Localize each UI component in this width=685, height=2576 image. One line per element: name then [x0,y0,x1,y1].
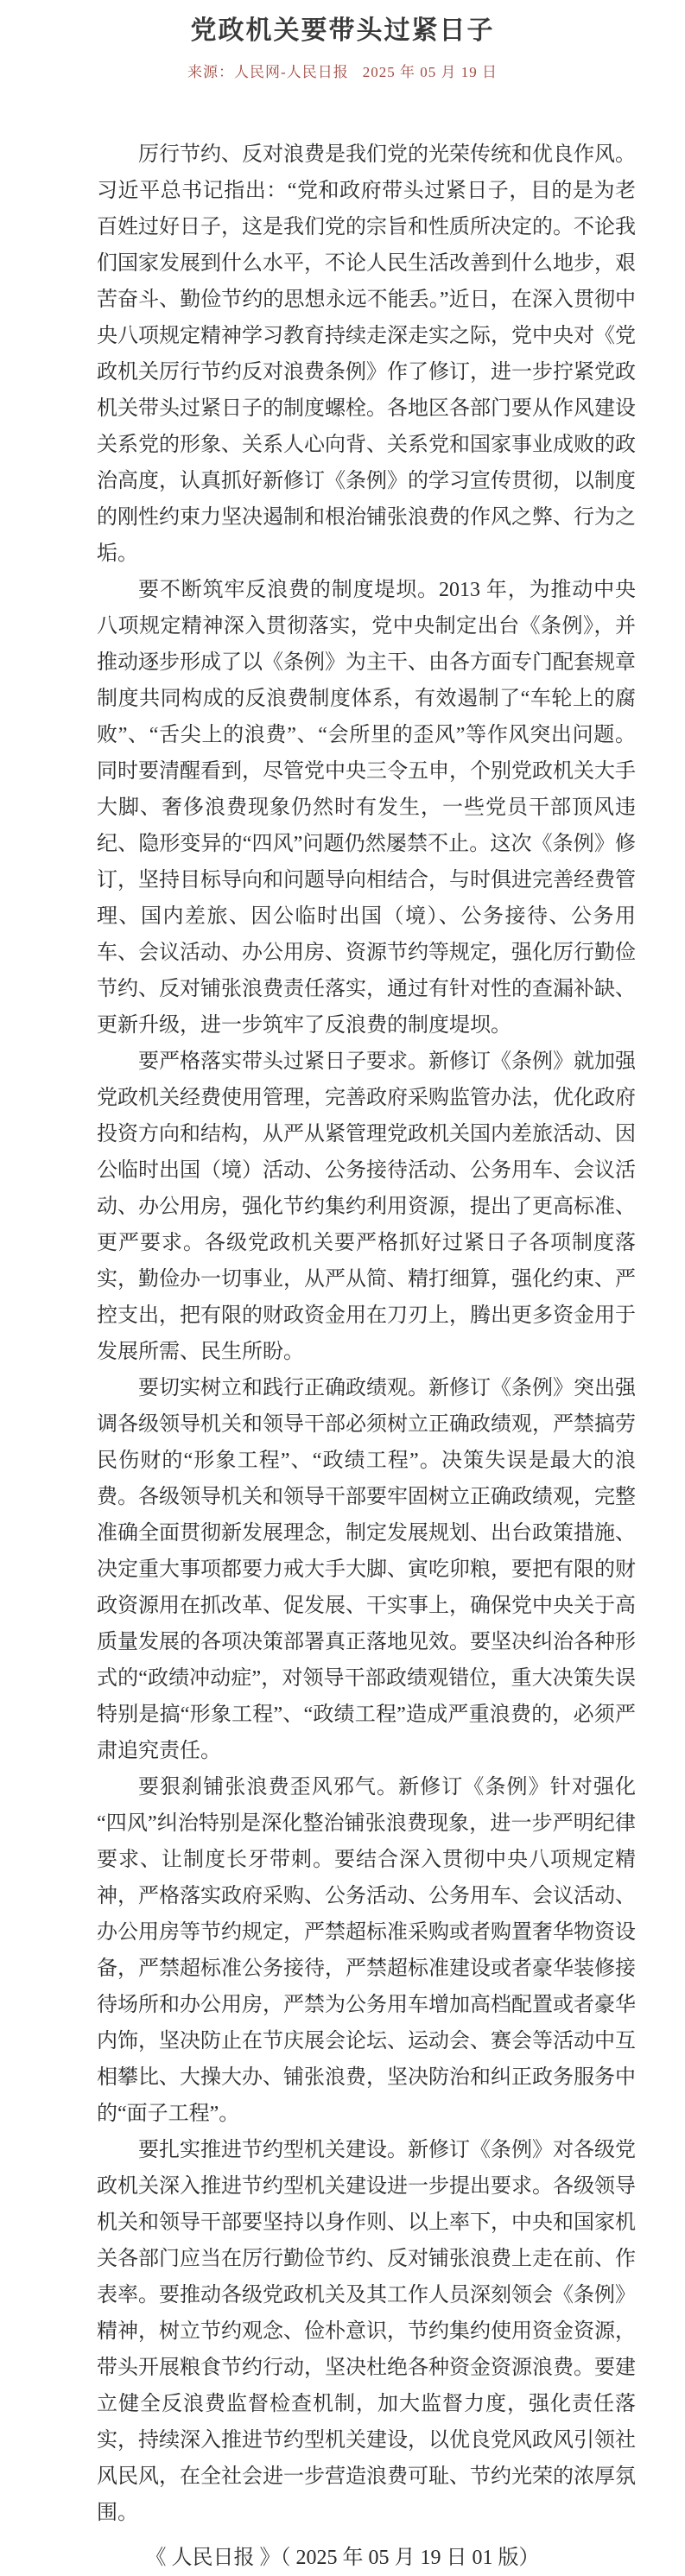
footer-citation: 《 人民日报 》（ 2025 年 05 月 19 日 01 版） [145,2547,540,2569]
article-paragraph: 要严格落实带头过紧日子要求。新修订《条例》就加强党政机关经费使用管理，完善政府采购监管办法，优化政府投资方向和结构，从严从紧管理党政机关国内差旅活动、因公临时出国（境）活动、公务接待活动、公务用车、会议活动、办公用房，强化节约集约利用资源，提出了更高标准、更严要求。各级党政机关要严格抓好过紧日子各项制度落实，勤俭办一切事业，从严从简、精打细算，强化约束、严控支出，把有限的财政资金用在刀刃上，腾出更多资金用于发展所需、民生所盼。 [97,1050,636,1363]
article-body [97,136,636,2531]
article-paragraph: 要切实树立和践行正确政绩观。新修订《条例》突出强调各级领导机关和领导干部必须树立正确政绩观，严禁搞劳民伤财的“形象工程”、“政绩工程”。决策失误是最大的浪费。各级领导机关和领导干部要牢固树立正确政绩观，完整准确全面贯彻新发展理念，制定发展规划、出台政策措施、决定重大事项都要力戒大手大脚、寅吃卯粮，要把有限的财政资源用在抓改革、促发展、干实事上，确保党中央关于高质量发展的各项决策部署真正落地见效。要坚决纠治各种形式的“政绩冲动症”，对领导干部政绩观错位，重大决策失误特别是搞“形象工程”、“政绩工程”造成严重浪费的，必须严肃追究责任。 [97,1377,636,1762]
article-paragraph: 要狠刹铺张浪费歪风邪气。新修订《条例》针对强化“四风”纠治特别是深化整治铺张浪费现象，进一步严明纪律要求、让制度长牙带刺。要结合深入贯彻中央八项规定精神，严格落实政府采购、公务活动、公务用车、会议活动、办公用房等节约规定，严禁超标准采购或者购置奢华物资设备，严禁超标准公务接待，严禁超标准建设或者豪华装修接待场所和办公用房，严禁为公务用车增加高档配置或者豪华内饰，坚决防止在节庆展会论坛、运动会、赛会等活动中互相攀比、大操大办、铺张浪费，坚决防治和纠正政务服务中的“面子工程”。 [97,1776,636,2125]
source-label: 来源： [187,64,235,80]
article-paragraph: 要扎实推进节约型机关建设。新修订《条例》对各级党政机关深入推进节约型机关建设进一步提出要求。各级领导机关和领导干部要坚持以身作则、以上率下，中央和国家机关各部门应当在厉行勤俭节约、反对铺张浪费上走在前、作表率。要推动各级党政机关及其工作人员深刻领会《条例》精神，树立节约观念、俭朴意识，节约集约使用资金资源，带头开展粮食节约行动，坚决杜绝各种资金资源浪费。要建立健全反浪费监督检查机制，加大监督力度，强化责任落实，持续深入推进节约型机关建设，以优良党风政风引领社风民风，在全社会进一步营造浪费可耻、节约光荣的浓厚氛围。 [97,2139,636,2524]
article-paragraph: 要不断筑牢反浪费的制度堤坝。2013 年，为推动中央八项规定精神深入贯彻落实，党中央制定出台《条例》，并推动逐步形成了以《条例》为主干、由各方面专门配套规章制度共同构成的反浪费制度体系，有效遏制了“车轮上的腐败”、“舌尖上的浪费”、“会所里的歪风”等作风突出问题。同时要清醒看到，尽管党中央三令五申，个别党政机关大手大脚、奢侈浪费现象仍然时有发生，一些党员干部顶风违纪、隐形变异的“四风”问题仍然屡禁不止。这次《条例》修订，坚持目标导向和问题导向相结合，与时俱进完善经费管理、国内差旅、因公临时出国（境）、公务接待、公务用车、会议活动、办公用房、资源节约等规定，强化厉行勤俭节约、反对铺张浪费责任落实，通过有针对性的查漏补缺、更新升级，进一步筑牢了反浪费的制度堤坝。 [97,579,636,1037]
article-title: 党政机关要带头过紧日子 [190,16,495,45]
article-paragraph: 厉行节约、反对浪费是我们党的光荣传统和优良作风。习近平总书记指出：“党和政府带头过紧日子，目的是为老百姓过好日子，这是我们党的宗旨和性质所决定的。不论我们国家发展到什么水平，不论人民生活改善到什么地步，艰苦奋斗、勤俭节约的思想永远不能丢。”近日，在深入贯彻中央八项规定精神学习教育持续走深走实之际，党中央对《党政机关厉行节约反对浪费条例》作了修订，进一步拧紧党政机关带头过紧日子的制度螺栓。各地区各部门要从作风建设关系党的形象、关系人心向背、关系党和国家事业成败的政治高度，认真抓好新修订《条例》的学习宣传贯彻，以制度的刚性约束力坚决遏制和根治铺张浪费的作风之弊、行为之垢。 [97,143,636,565]
source-name: 人民网-人民日报 [234,64,349,80]
publish-date: 2025 年 05 月 19 日 [362,64,498,80]
article-meta [0,62,685,83]
